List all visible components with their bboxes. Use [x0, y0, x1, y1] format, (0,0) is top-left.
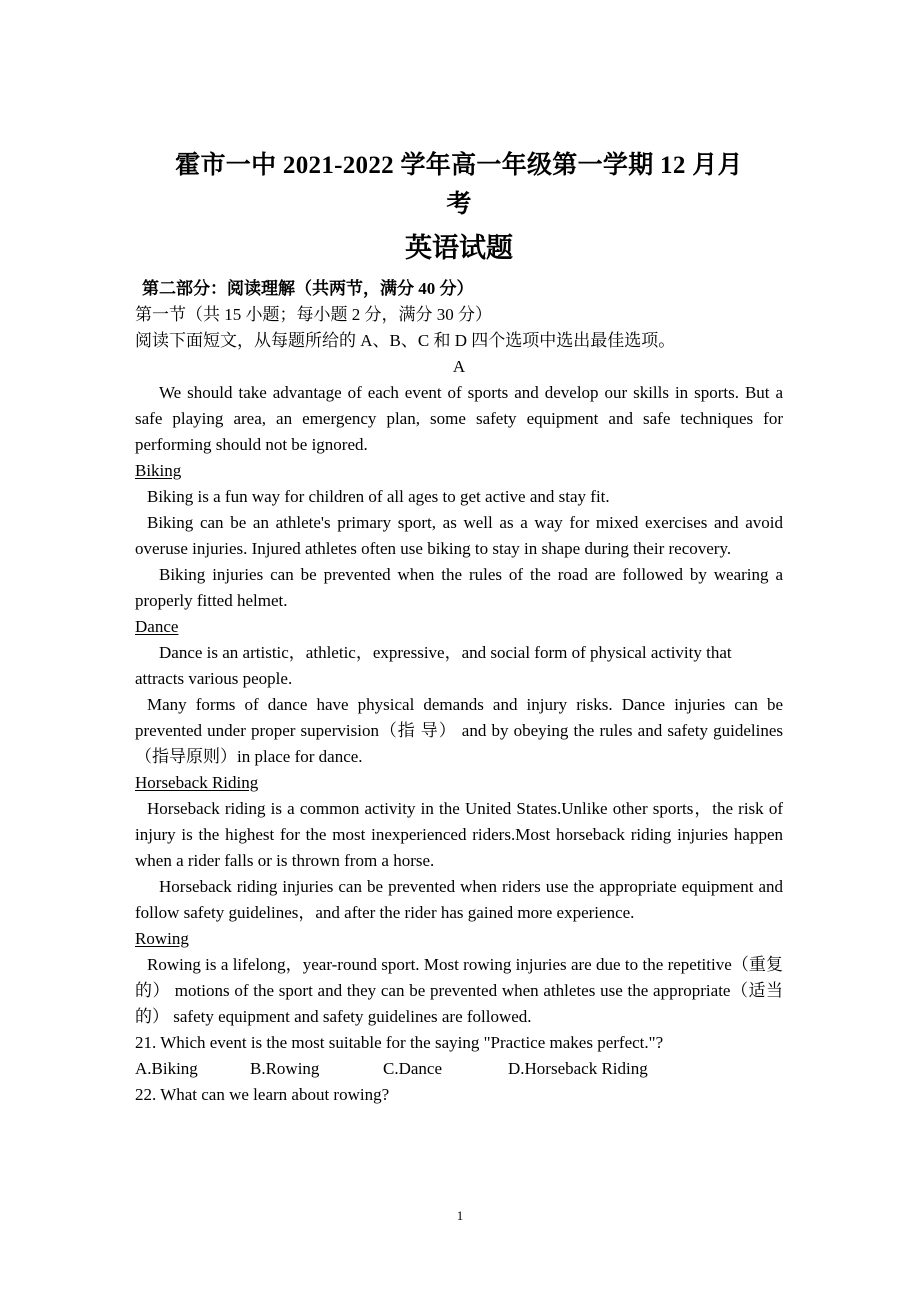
option-21-a[interactable]: A.Biking: [135, 1059, 198, 1078]
option-21-c[interactable]: C.Dance: [383, 1059, 443, 1078]
section-heading-rowing: [135, 926, 783, 952]
page-content: [135, 0, 783, 1108]
page-title-line1: 霍市一中 2021-2022 学年高一年级第一学期 12 月月: [175, 152, 743, 179]
page-number: 1: [456, 1208, 464, 1223]
biking-paragraph-2: Biking can be an athlete's primary sport, as well as a way for mixed exercises and avoid overuse injuries. Injured athletes often use biking to stay in shape during their recovery.: [135, 513, 783, 558]
horseback-paragraph-2: Horseback riding injuries can be prevented when riders use the appropriate equipment and follow safety guidelines，and after the rider has gained more experience.: [135, 877, 783, 922]
section-heading-biking-label: Biking: [135, 461, 182, 480]
option-21-d[interactable]: D.Horseback Riding: [508, 1059, 648, 1078]
dance-paragraph-2: Many forms of dance have physical demands and injury risks. Dance injuries can be prevented under proper supervision（指 导） and by obeying the rules and safety guidelines（指导原则）in place for dance.: [135, 695, 783, 766]
passage-intro: We should take advantage of each event of sports and develop our skills in sports. But a safe playing area, an emergency plan, some safety equipment and safe techniques for performing should not be ignored.: [135, 383, 783, 454]
section-heading-horseback-riding-label: Horseback Riding: [135, 773, 259, 792]
passage-letter: A: [452, 357, 466, 376]
dance-paragraph-1: Dance is an artistic，athletic，expressive，and social form of physical activity that attracts various people.: [135, 643, 732, 688]
question-22-stem: 22. What can we learn about rowing?: [135, 1085, 390, 1104]
biking-paragraph-1: Biking is a fun way for children of all ages to get active and stay fit.: [147, 487, 610, 506]
horseback-paragraph-1: Horseback riding is a common activity in the United States.Unlike other sports，the risk of injury is the highest for the most inexperienced riders.Most horseback riding injuries happen when a rider falls or is thrown from a horse.: [135, 799, 783, 870]
section-heading-rowing-label: Rowing: [135, 929, 189, 948]
option-21-b[interactable]: B.Rowing: [250, 1059, 320, 1078]
section-heading: 第一节（共 15 小题；每小题 2 分，满分 30 分）: [135, 305, 492, 324]
biking-paragraph-3: Biking injuries can be prevented when the rules of the road are followed by wearing a properly fitted helmet.: [135, 565, 783, 610]
section-heading-horseback-riding: [135, 770, 783, 796]
direction-text: 阅读下面短文，从每题所给的 A、B、C 和 D 四个选项中选出最佳选项。: [135, 331, 676, 350]
part-heading: 第二部分：阅读理解（共两节，满分 40 分）: [142, 279, 474, 298]
question-21-stem: 21. Which event is the most suitable for the saying "Practice makes perfect."?: [135, 1033, 664, 1052]
section-heading-biking: [135, 458, 783, 484]
page-title-line2: 考: [446, 191, 472, 218]
question-21-options: [135, 1056, 783, 1082]
section-heading-dance-label: Dance: [135, 617, 179, 636]
rowing-paragraph-1: Rowing is a lifelong，year-round sport. Most rowing injuries are due to the repetitive（重复的） motions of the sport and they can be prevented when athletes use the appropriate（适当的） safety equipment and safety guidelines are followed.: [135, 955, 783, 1026]
section-heading-dance: [135, 614, 783, 640]
subject-title: 英语试题: [405, 233, 513, 263]
